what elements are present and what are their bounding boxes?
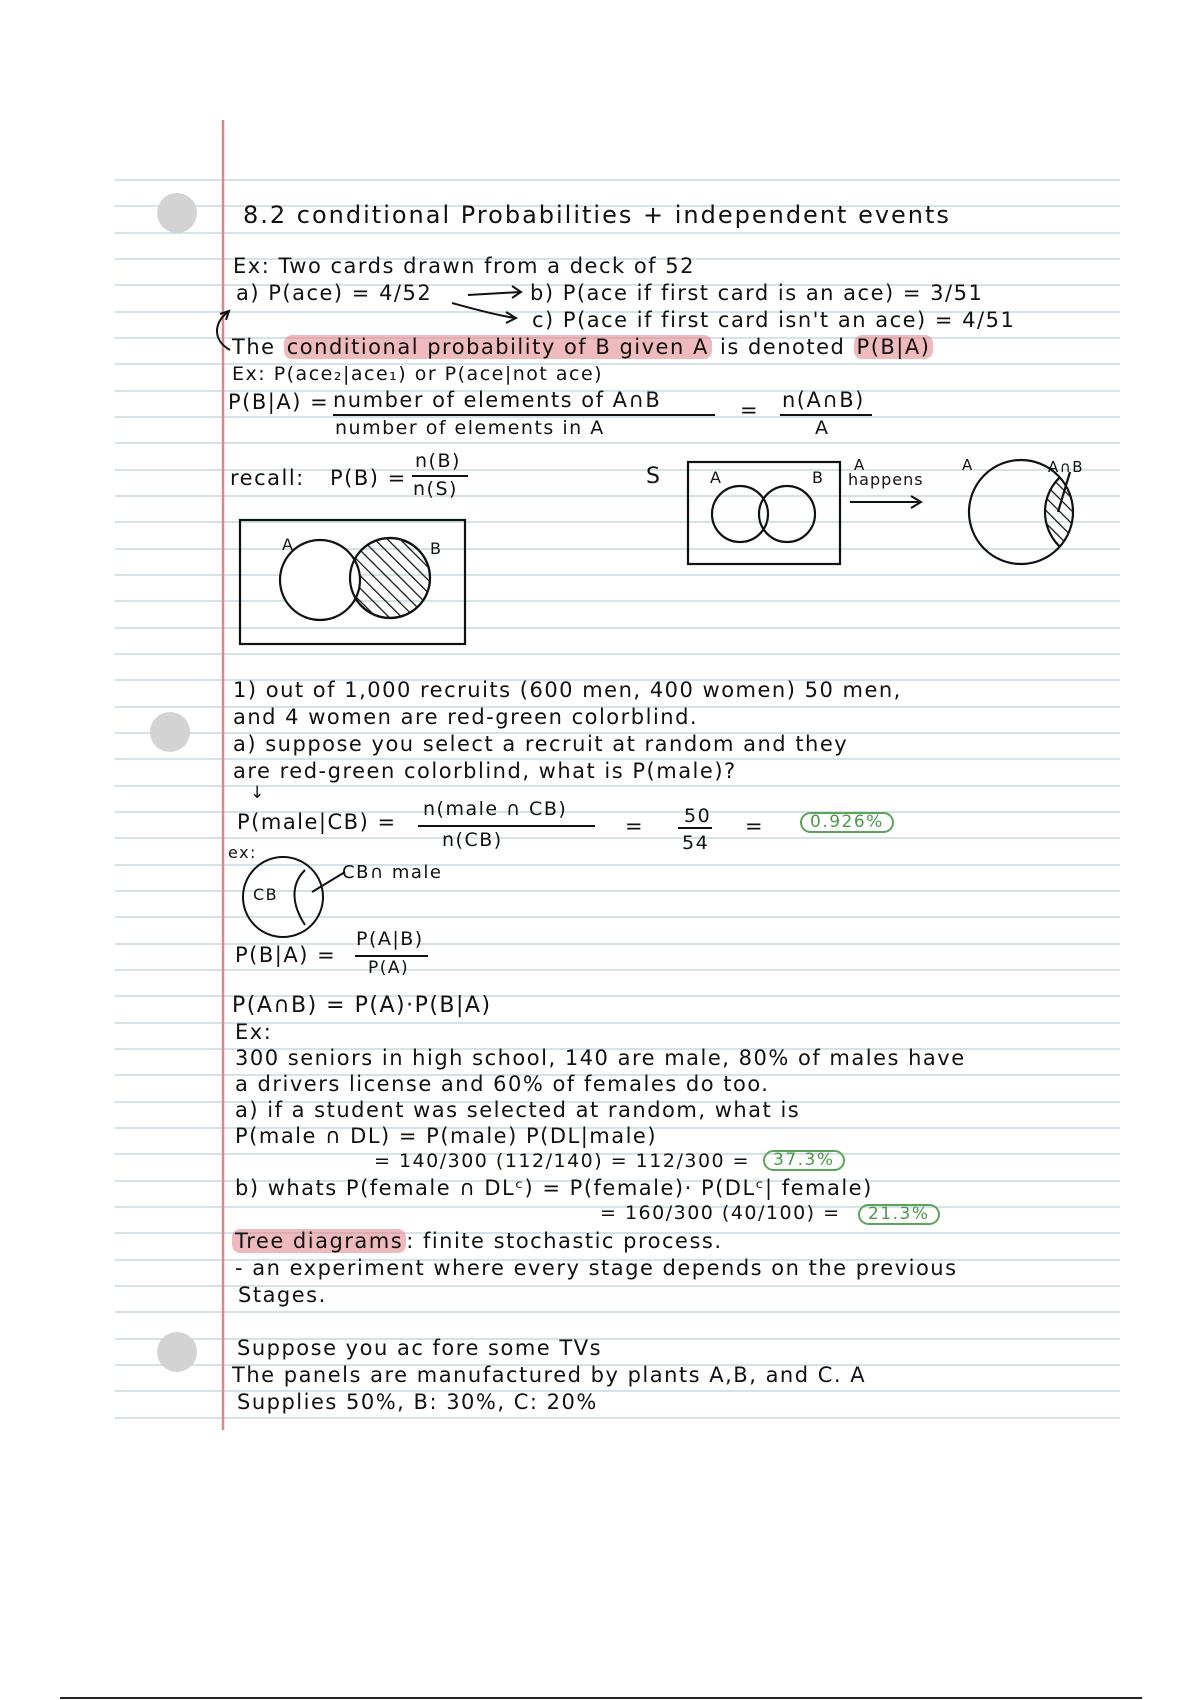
problem1-lhs: P(male|CB) = [237, 810, 397, 834]
ex4-label: Ex: [235, 1020, 273, 1044]
recall-den: n(S) [413, 478, 458, 500]
problem1-den: n(CB) [442, 829, 503, 851]
venn-right-anb-label: A∩B [1048, 458, 1085, 476]
suppose-line1: Suppose you ac fore some TVs [237, 1336, 603, 1360]
formula1-denominator: number of elements in A [335, 417, 605, 439]
recall-label: recall: [230, 466, 305, 490]
problem1-answer: 0.926% [800, 812, 894, 833]
venn-box-b-label: B [812, 468, 825, 487]
ex1-c: c) P(ace if first card isn't an ace) = 4/51 [532, 308, 1016, 332]
ex1-a: a) P(ace) = 4/52 [236, 281, 433, 305]
tree-line3: Stages. [238, 1283, 327, 1307]
definition-line [232, 337, 933, 358]
ex4-line5: = 140/300 (112/140) = 112/300 = [374, 1150, 751, 1172]
formula2-num: P(A|B) [356, 928, 424, 950]
formula1-eq: = [740, 398, 760, 422]
happens-arrow-label: happens [848, 470, 924, 489]
problem1-num: n(male ∩ CB) [423, 798, 568, 820]
formula1-numerator: number of elements of A∩B [333, 388, 662, 412]
ex4-line1: 300 seniors in high school, 140 are male, 80% of males have [235, 1046, 966, 1070]
problem1-frac-num: 50 [684, 805, 712, 827]
venn-box-a-label: A [710, 468, 723, 487]
formula1-num2: n(A∩B) [782, 388, 865, 412]
down-arrow-icon: ↓ [250, 783, 266, 803]
ex4-line3: a) if a student was selected at random, what is [235, 1098, 801, 1122]
tree-line2: - an experiment where every stage depends on the previous [235, 1256, 958, 1280]
venn-left-b-label: B [430, 539, 443, 558]
definition-middle: is denoted [720, 335, 846, 359]
happens-arrow [850, 496, 921, 508]
problem1-line4: are red-green colorblind, what is P(male)? [233, 759, 737, 783]
venn-right-a-label: A [962, 456, 974, 474]
ex3-note: CB∩ male [342, 862, 443, 883]
problem1-line3: a) suppose you select a recruit at random and they [233, 732, 849, 756]
problem1-line2: and 4 women are red-green colorblind. [233, 705, 699, 729]
tree-rest: : finite stochastic process. [406, 1229, 723, 1253]
ex1-b: b) P(ace if first card is an ace) = 3/51 [530, 281, 984, 305]
ex1-line1: Ex: Two cards drawn from a deck of 52 [233, 254, 695, 278]
definition-prefix: The [232, 335, 276, 359]
binder-holes [150, 193, 197, 1372]
recall-lhs: P(B) = [330, 466, 407, 490]
definition-notation: P(B|A) [854, 335, 934, 359]
formula2-lhs: P(B|A) = [235, 943, 337, 967]
formula2-den: P(A) [368, 958, 410, 978]
formula3: P(A∩B) = P(A)·P(B|A) [232, 993, 492, 1018]
ex4-line6: b) whats P(female ∩ DLᶜ) = P(female)· P(DLᶜ| female) [235, 1176, 873, 1200]
suppose-line2: The panels are manufactured by plants A,B, and C. A [232, 1363, 867, 1387]
problem1-frac-den: 54 [682, 832, 710, 854]
ex4-answer-a: 37.3% [763, 1150, 845, 1171]
definition-term: conditional probability of B given A [284, 335, 712, 359]
ex3-circle-label: CB [253, 885, 279, 904]
problem1-line1: 1) out of 1,000 recruits (600 men, 400 women) 50 men, [233, 678, 902, 702]
ex4-line2: a drivers license and 60% of females do too. [235, 1072, 770, 1096]
venn-left-a-label: A [282, 535, 295, 554]
suppose-line3: Supplies 50%, B: 30%, C: 20% [237, 1390, 598, 1414]
problem1-eq1: = [625, 814, 645, 838]
formula1-den2: A [815, 417, 830, 439]
ex4-line4: P(male ∩ DL) = P(male) P(DL|male) [235, 1124, 658, 1148]
ex2-line: Ex: P(ace₂|ace₁) or P(ace|not ace) [232, 363, 604, 385]
happens-arrow-top: A [854, 456, 866, 474]
ex3-label: ex: [228, 843, 257, 862]
ex4-answer-b: 21.3% [858, 1204, 940, 1225]
tree-line1 [232, 1231, 723, 1252]
tree-term: Tree diagrams [232, 1229, 406, 1253]
page-title: 8.2 conditional Probabilities + independent events [243, 201, 951, 229]
ex4-line7: = 160/300 (40/100) = [600, 1202, 841, 1224]
formula1-lhs: P(B|A) = [228, 390, 330, 414]
recall-num: n(B) [415, 450, 461, 472]
problem1-eq2: = [745, 814, 765, 838]
venn-s-label: S [646, 464, 662, 489]
